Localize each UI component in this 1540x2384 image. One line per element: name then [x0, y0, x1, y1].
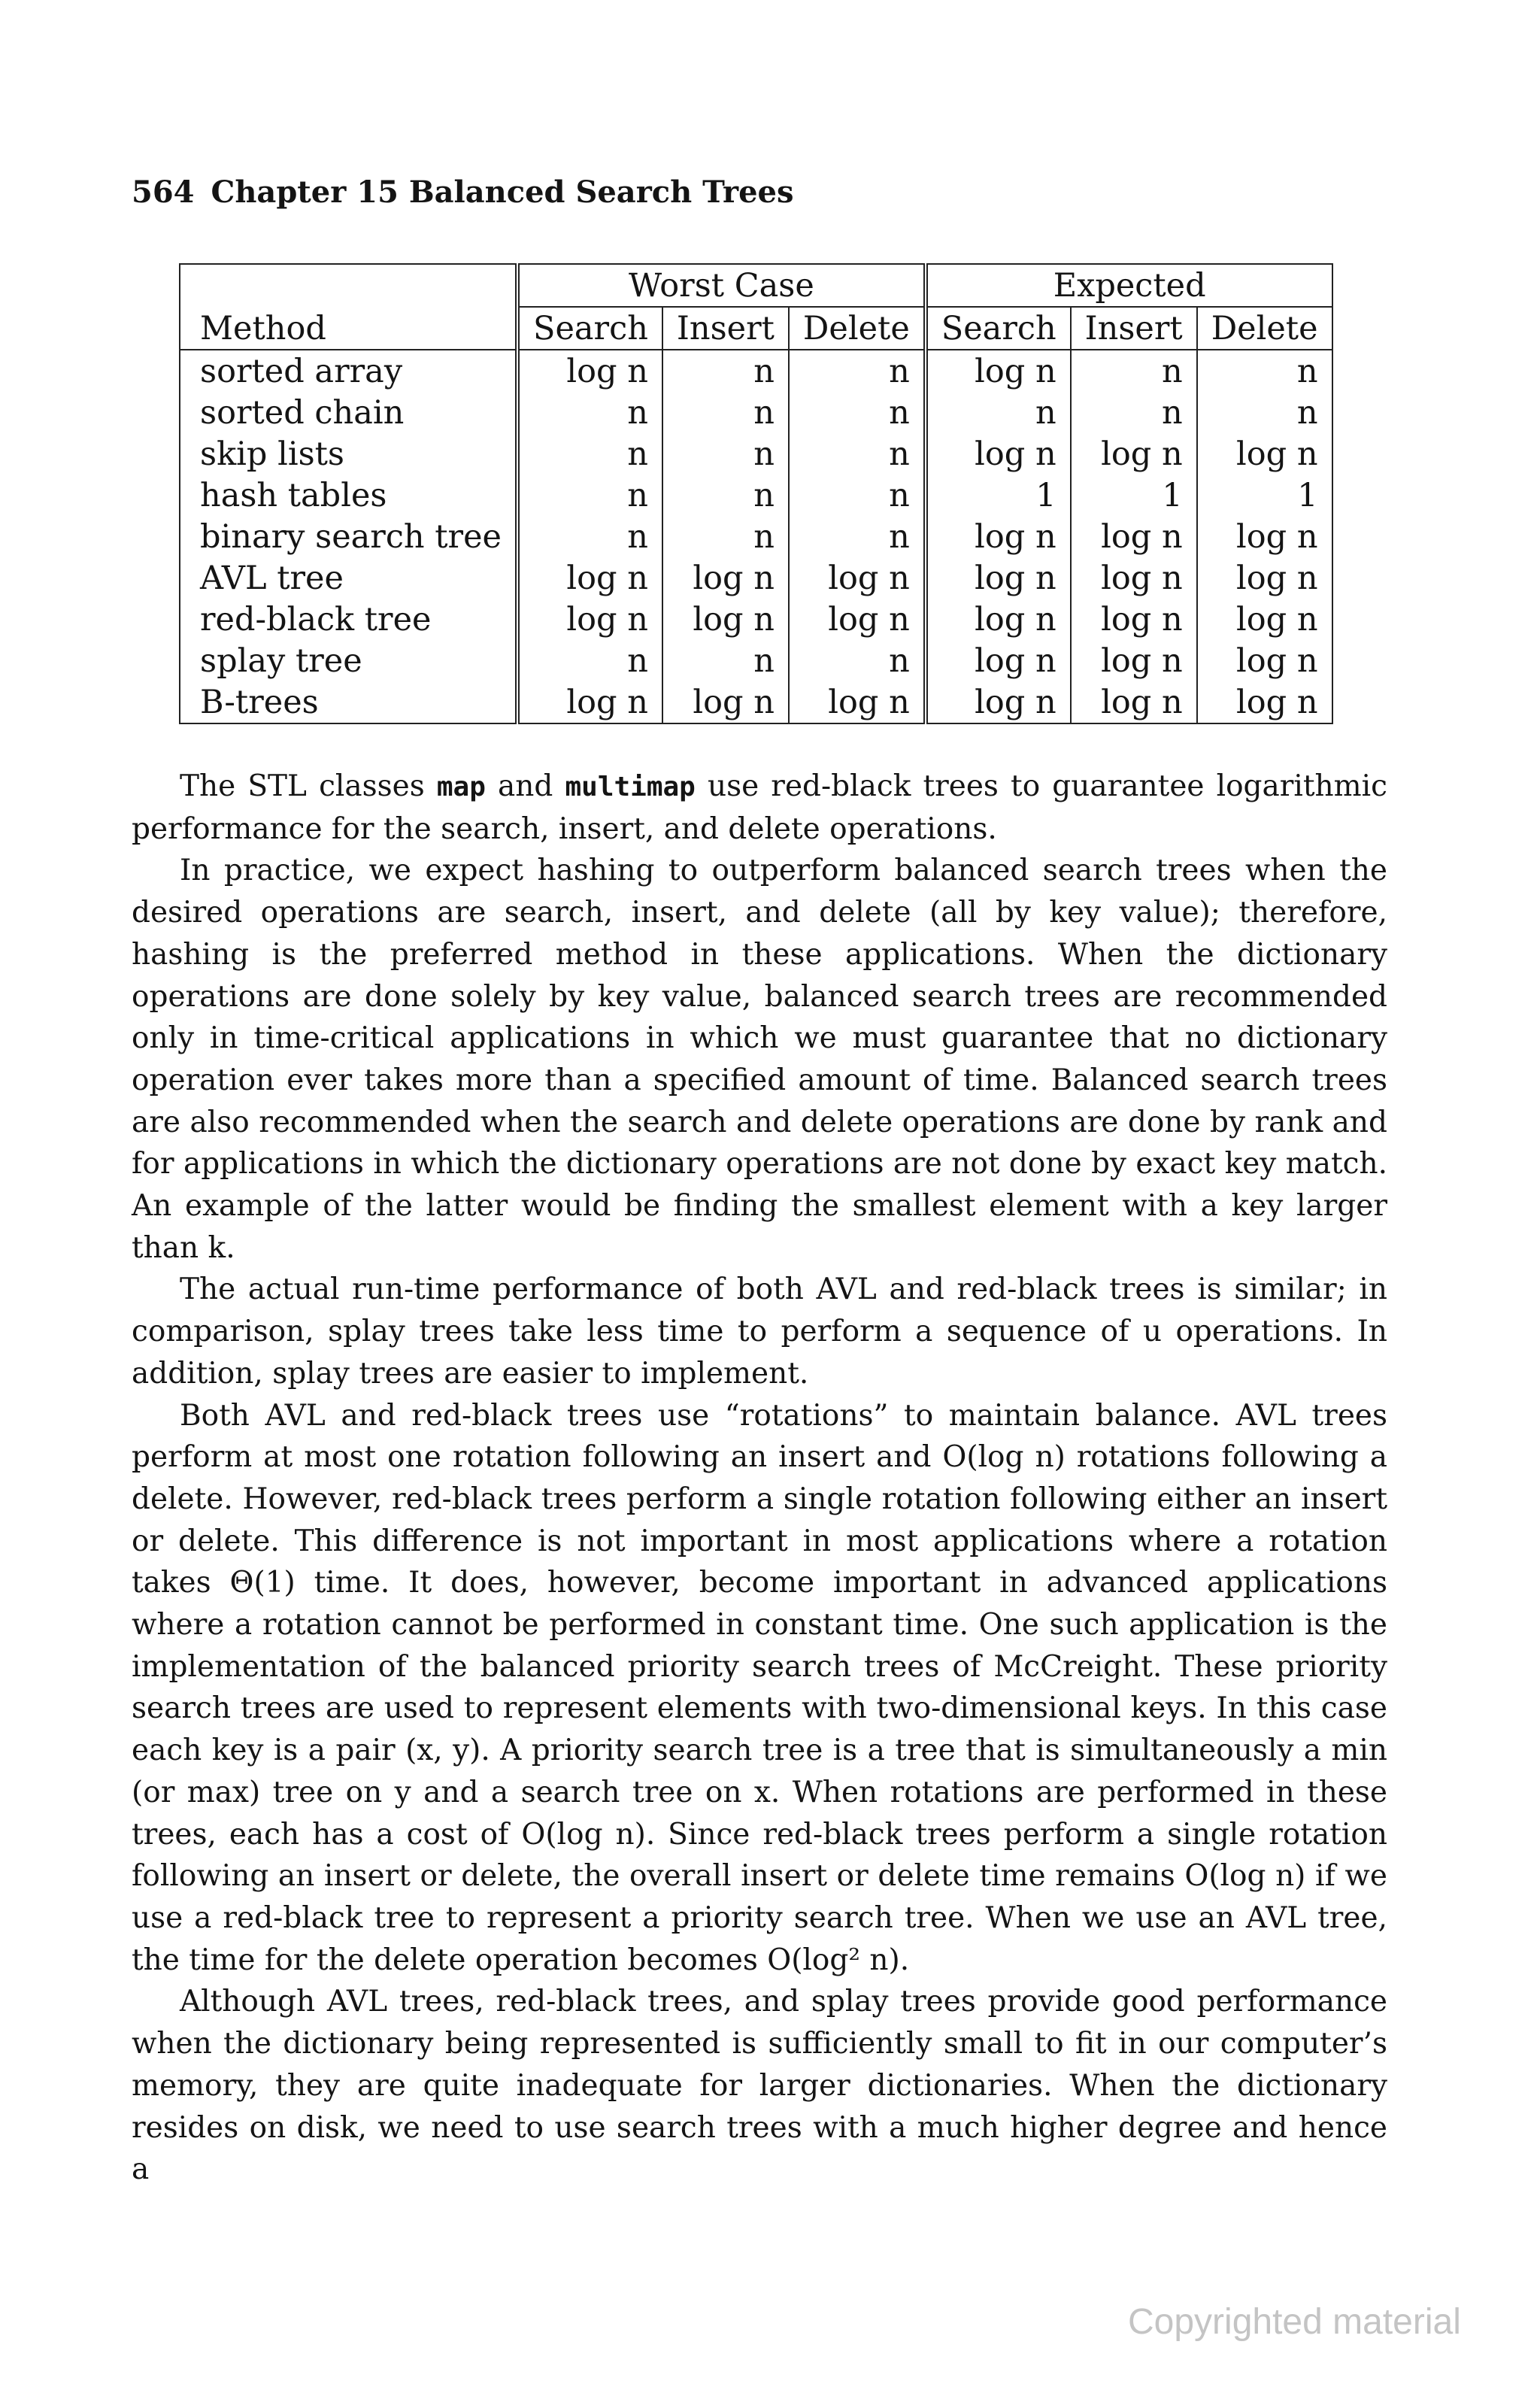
method-cell: sorted array — [200, 352, 403, 390]
method-cell: sorted chain — [200, 393, 405, 432]
col-header: Search — [517, 307, 662, 350]
method-cell: B-trees — [200, 683, 319, 721]
col-header: Insert — [1071, 307, 1197, 350]
complexity-cell: log n — [1197, 640, 1332, 681]
complexity-cell: n — [517, 392, 662, 433]
table-row — [180, 681, 1332, 723]
complexity-cell: log n — [1071, 640, 1197, 681]
complexity-table — [179, 263, 1333, 724]
complexity-cell: log n — [926, 516, 1071, 557]
complexity-cell: n — [1197, 392, 1332, 433]
complexity-cell: log n — [517, 557, 662, 599]
col-header: Delete — [789, 307, 926, 350]
complexity-cell: log n — [1071, 433, 1197, 475]
table-row — [180, 475, 1332, 516]
complexity-cell: log n — [926, 640, 1071, 681]
complexity-cell: n — [789, 350, 926, 392]
code-multimap: multimap — [565, 772, 696, 802]
col-header: Delete — [1197, 307, 1332, 350]
complexity-cell: log n — [517, 599, 662, 640]
complexity-cell: log n — [1071, 557, 1197, 599]
group-header-expected: Expected — [926, 264, 1332, 307]
method-cell: skip lists — [200, 435, 344, 473]
running-title: Chapter 15 Balanced Search Trees — [211, 174, 794, 210]
complexity-cell: log n — [789, 599, 926, 640]
method-cell: splay tree — [200, 641, 362, 680]
complexity-cell: 1 — [926, 475, 1071, 516]
complexity-cell: log n — [1197, 599, 1332, 640]
complexity-cell: n — [662, 350, 789, 392]
body-text — [132, 766, 1387, 2191]
table-row — [180, 640, 1332, 681]
complexity-cell: log n — [789, 557, 926, 599]
complexity-cell: log n — [1197, 681, 1332, 723]
running-header — [132, 174, 793, 210]
table-row — [180, 350, 1332, 392]
paragraph: In practice, we expect hashing to outperform balanced search trees when the desired operations are search, insert, and delete (all by key value); therefore, hashing is the preferred method in these applications. When the dictionary operations are done solely by key value, balanced search trees are recommended only in time-critical applications in which we must guarantee that no dictionary operation ever takes more than a specified amount of time. Balanced search trees are also recommended when the search and delete operations are done by rank and for applications in which the dictionary operations are not done by exact key match. An example of the latter would be finding the smallest element with a key larger than k. — [132, 854, 1387, 1265]
method-cell: red-black tree — [200, 600, 432, 638]
complexity-cell: log n — [926, 681, 1071, 723]
complexity-cell: n — [789, 640, 926, 681]
complexity-cell: log n — [926, 599, 1071, 640]
complexity-cell: 1 — [1197, 475, 1332, 516]
paragraph: The actual run-time performance of both AVL and red-black trees is similar; in comparison, splay trees take less time to perform a sequence of u operations. In addition, splay trees are easier to implement. — [132, 1272, 1387, 1391]
paragraph: Although AVL trees, red-black trees, and splay trees provide good performance when the dictionary being represented is sufficiently small to fit in our computer’s memory, they are quite inadequate for larger dictionaries. When the dictionary resides on disk, we need to use search trees with a much higher degree and hence a — [132, 1985, 1387, 2187]
table-row — [180, 599, 1332, 640]
complexity-cell: n — [789, 433, 926, 475]
table-row — [180, 392, 1332, 433]
table-row — [180, 557, 1332, 599]
watermark: Copyrighted material — [1128, 2302, 1461, 2342]
complexity-cell: log n — [1197, 557, 1332, 599]
complexity-cell: n — [789, 475, 926, 516]
complexity-cell: log n — [1071, 516, 1197, 557]
complexity-cell: log n — [517, 350, 662, 392]
complexity-cell: log n — [1197, 516, 1332, 557]
complexity-cell: n — [662, 516, 789, 557]
complexity-cell: n — [662, 475, 789, 516]
complexity-cell: log n — [926, 350, 1071, 392]
complexity-cell: n — [789, 392, 926, 433]
complexity-cell: n — [517, 640, 662, 681]
code-map: map — [436, 772, 486, 802]
table-row — [180, 516, 1332, 557]
complexity-cell: n — [662, 640, 789, 681]
paragraph: Both AVL and red-black trees use “rotations” to maintain balance. AVL trees perform at most one rotation following an insert and O(log n) rotations following a delete. However, red-black trees perform a single rotation following either an insert or delete. This difference is not important in most applications where a rotation takes Θ(1) time. It does, however, become important in advanced applications where a rotation cannot be performed in constant time. One such application is the implementation of the balanced priority search trees of McCreight. These priority search trees are used to represent elements with two-dimensional keys. In this case each key is a pair (x, y). A priority search tree is a tree that is simultaneously a min (or max) tree on y and a search tree on x. When rotations are performed in these trees, each has a cost of O(log n). Since red-black trees perform a single rotation following an insert or delete, the overall insert or delete time remains O(log n) if we use a red-black tree to represent a priority search tree. When we use an AVL tree, the time for the delete operation becomes O(log² n). — [132, 1398, 1387, 1977]
complexity-cell: n — [517, 433, 662, 475]
group-header-worst-case: Worst Case — [517, 264, 926, 307]
complexity-cell: n — [926, 392, 1071, 433]
complexity-cell: log n — [1071, 599, 1197, 640]
complexity-cell: log n — [926, 433, 1071, 475]
method-cell: hash tables — [200, 476, 387, 514]
complexity-cell: n — [517, 516, 662, 557]
complexity-cell: 1 — [1071, 475, 1197, 516]
complexity-cell: log n — [662, 681, 789, 723]
complexity-cell: log n — [662, 599, 789, 640]
complexity-cell: n — [662, 392, 789, 433]
complexity-cell: n — [517, 475, 662, 516]
col-header: Insert — [662, 307, 789, 350]
col-header: Search — [926, 307, 1071, 350]
complexity-cell: n — [662, 433, 789, 475]
method-cell: binary search tree — [200, 517, 502, 556]
complexity-cell: log n — [517, 681, 662, 723]
page-number: 564 — [132, 174, 195, 210]
complexity-cell: log n — [789, 681, 926, 723]
table-row — [180, 433, 1332, 475]
complexity-cell: n — [1071, 350, 1197, 392]
method-cell: AVL tree — [200, 559, 344, 597]
paragraph: The STL classes map and multimap use red-black trees to guarantee logarithmic performance for the search, insert, and delete operations. — [132, 769, 1387, 846]
method-header: Method — [180, 264, 517, 350]
complexity-cell: log n — [1071, 681, 1197, 723]
complexity-cell: n — [1071, 392, 1197, 433]
complexity-cell: log n — [1197, 433, 1332, 475]
complexity-cell: n — [789, 516, 926, 557]
complexity-cell: log n — [926, 557, 1071, 599]
complexity-cell: log n — [662, 557, 789, 599]
complexity-cell: n — [1197, 350, 1332, 392]
